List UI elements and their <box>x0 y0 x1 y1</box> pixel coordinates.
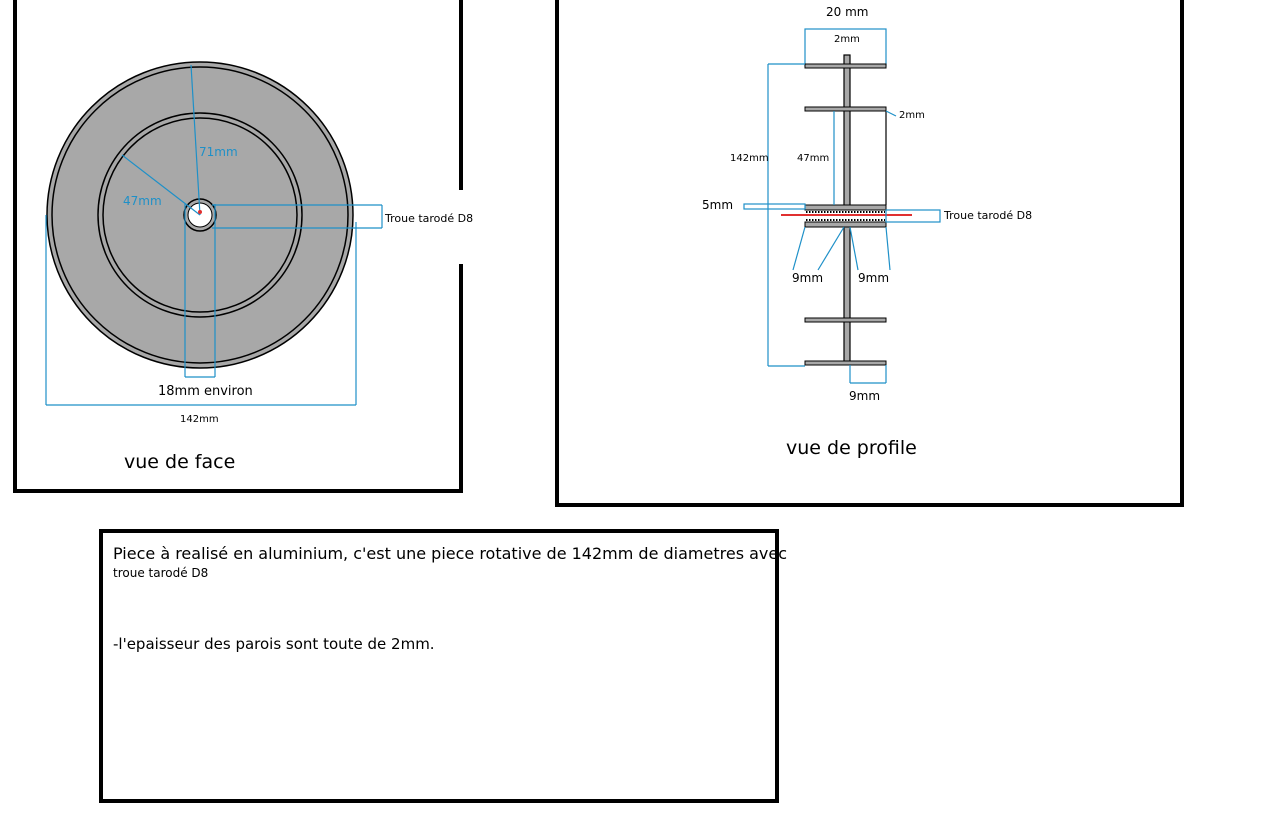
hub-shaft-upper <box>844 55 850 207</box>
wall-label: 2mm <box>899 110 925 121</box>
right-9mm-leader-a <box>850 227 858 270</box>
left-9mm-leader-b <box>818 227 844 270</box>
upper-wall-plate <box>805 107 886 111</box>
front-view-title: vue de face <box>124 451 236 473</box>
profile-view <box>557 0 1182 505</box>
gap-dim-box <box>744 204 805 209</box>
hub-thickness-label: 2mm <box>834 34 860 45</box>
front-view <box>15 0 473 491</box>
center-plate-top <box>805 205 886 210</box>
gap-label: 5mm <box>702 198 734 212</box>
profile-view-title: vue de profile <box>786 437 917 459</box>
left-9mm-label: 9mm <box>792 271 824 285</box>
bottom-plate <box>805 361 886 365</box>
inner-label: 47mm <box>797 153 830 164</box>
radius-47-label: 47mm <box>123 194 162 208</box>
center-point <box>198 210 202 214</box>
profile-view-frame <box>557 0 1182 505</box>
hub-label: 18mm environ <box>158 384 253 399</box>
lower-wall-plate <box>805 318 886 322</box>
note-line-1: Piece à realisé en aluminium, c'est une piece rotative de 142mm de diametres avec <box>113 544 788 563</box>
bottom-9mm-label: 9mm <box>849 389 881 403</box>
note-line-2: troue tarodé D8 <box>113 566 209 580</box>
note-line-3: -l'epaisseur des parois sont toute de 2mm. <box>113 635 435 653</box>
right-9mm-label: 9mm <box>858 271 890 285</box>
width-label: 20 mm <box>826 5 869 19</box>
notes-box <box>99 529 788 803</box>
height-label: 142mm <box>730 153 769 164</box>
wall-dim-leader <box>886 111 896 116</box>
radius-71-label: 71mm <box>199 145 238 159</box>
profile-hole-label: Troue tarodé D8 <box>944 209 1033 222</box>
hole-label: Troue tarodé D8 <box>385 212 474 225</box>
top-plate <box>805 64 886 68</box>
center-plate-bottom <box>805 222 886 227</box>
right-9mm-leader-b <box>886 227 890 270</box>
hub-shaft-lower <box>844 226 850 364</box>
left-9mm-leader-a <box>793 227 805 270</box>
diameter-label: 142mm <box>180 414 219 425</box>
